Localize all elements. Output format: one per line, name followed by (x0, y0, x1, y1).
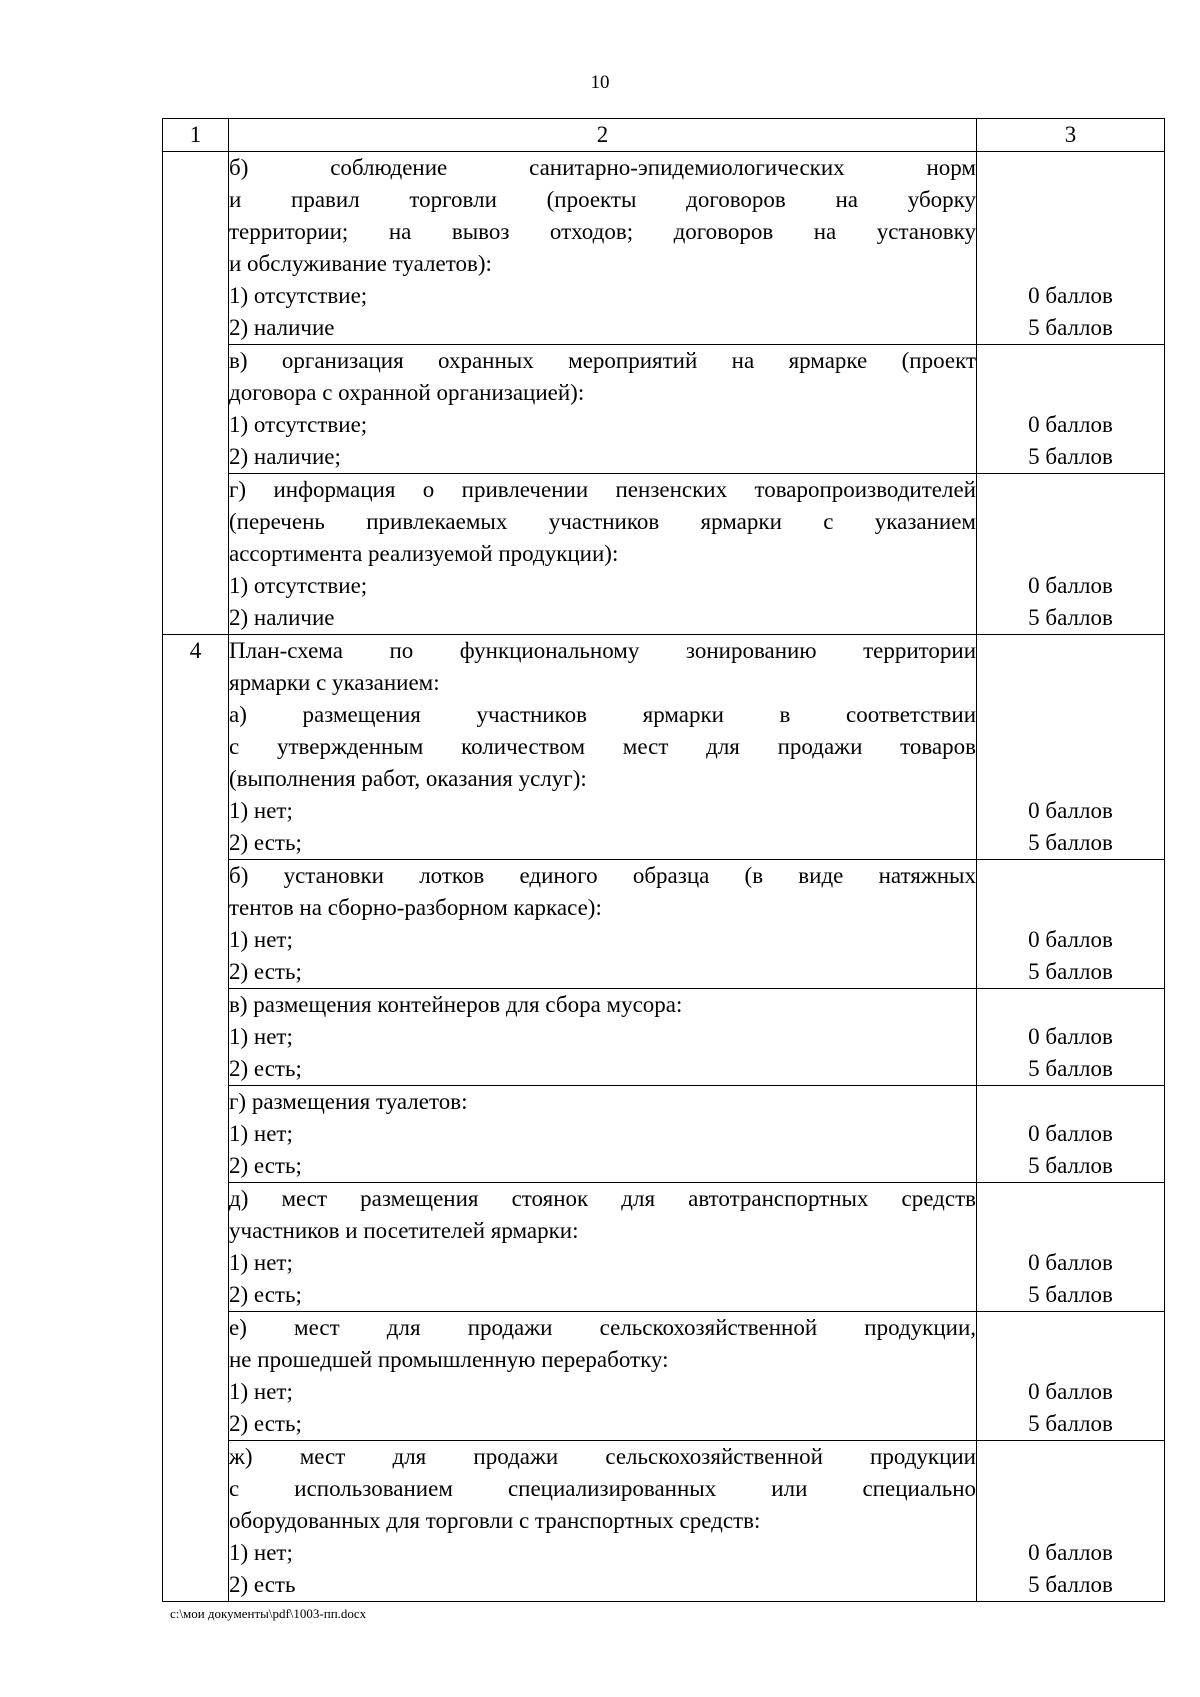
criterion-text-line: б) установки лотков единого образца (в виде натяжных (229, 863, 976, 888)
score-value: 0 баллов (1028, 1121, 1113, 1146)
criterion-text-line: в) организация охранных мероприятий на ярмарке (проект (229, 348, 976, 373)
score-value (977, 1183, 1164, 1215)
criterion-text-cell (229, 1183, 977, 1312)
criterion-text-line: а) размещения участников ярмарки в соответствии (229, 702, 976, 727)
score-cell (977, 1183, 1165, 1312)
score-value (977, 248, 1164, 280)
table-row (163, 1086, 1165, 1183)
score-value: 0 баллов (1028, 283, 1113, 308)
score-value (977, 1473, 1164, 1505)
score-value (977, 1215, 1164, 1247)
row-number-cell: 4 (163, 635, 229, 1602)
header-col-1: 1 (163, 119, 229, 152)
criterion-text-cell (229, 860, 977, 989)
score-cell (977, 1312, 1165, 1441)
criterion-text-line: 2) наличие; (229, 444, 341, 469)
score-value (977, 860, 1164, 892)
criterion-text-line: 1) нет; (229, 1540, 293, 1565)
criterion-text-line: и правил торговли (проекты договоров на уборку (229, 187, 976, 212)
header-col-3: 3 (977, 119, 1165, 152)
score-cell (977, 152, 1165, 345)
criterion-text-line: и обслуживание туалетов): (229, 251, 492, 276)
criterion-text-line: 2) есть; (229, 1056, 302, 1081)
criterion-text-cell (229, 345, 977, 474)
score-value: 5 баллов (1028, 1282, 1113, 1307)
criterion-text-line: ж) мест для продажи сельскохозяйственной продукции (229, 1444, 976, 1469)
criterion-text-line: тентов на сборно-разборном каркасе): (229, 895, 602, 920)
criterion-text-line: 2) наличие (229, 605, 335, 630)
score-value: 5 баллов (1028, 444, 1113, 469)
criterion-text-cell (229, 152, 977, 345)
page-number: 10 (590, 72, 610, 93)
score-value (977, 731, 1164, 763)
criterion-text-line: 1) нет; (229, 1024, 293, 1049)
score-value: 5 баллов (1028, 605, 1113, 630)
criterion-text-line: 2) есть (229, 1572, 296, 1597)
score-value: 5 баллов (1028, 1411, 1113, 1436)
score-value (977, 474, 1164, 506)
criterion-text-line: ассортимента реализуемой продукции): (229, 541, 619, 566)
criterion-text-line: 1) нет; (229, 1250, 293, 1275)
table-header-row (163, 119, 1165, 152)
criterion-text-cell (229, 1312, 977, 1441)
criteria-table (162, 118, 1165, 1602)
score-value: 0 баллов (1028, 927, 1113, 952)
table-row (163, 1183, 1165, 1312)
score-cell (977, 1441, 1165, 1602)
criterion-text-line: г) размещения туалетов: (229, 1089, 468, 1114)
table-row (163, 474, 1165, 635)
score-cell (977, 635, 1165, 860)
criterion-text-cell (229, 1441, 977, 1602)
score-value (977, 345, 1164, 377)
score-cell (977, 1086, 1165, 1183)
score-value: 5 баллов (1028, 959, 1113, 984)
score-value: 0 баллов (1028, 1250, 1113, 1275)
header-col-2: 2 (229, 119, 977, 152)
score-value: 0 баллов (1028, 1024, 1113, 1049)
row-number-cell (163, 152, 229, 635)
criterion-text-line: 2) есть; (229, 1153, 302, 1178)
score-value: 0 баллов (1028, 412, 1113, 437)
criterion-text-line: в) размещения контейнеров для сбора мусора: (229, 992, 683, 1017)
score-value: 0 баллов (1028, 573, 1113, 598)
score-value (977, 635, 1164, 667)
criterion-text-line: ярмарки с указанием: (229, 670, 440, 695)
criterion-text-line: План-схема по функциональному зонированию территории (229, 638, 976, 663)
criterion-text-line: не прошедшей промышленную переработку: (229, 1347, 669, 1372)
criterion-text-line: е) мест для продажи сельскохозяйственной продукции, (229, 1315, 976, 1340)
table-row (163, 345, 1165, 474)
score-value (977, 538, 1164, 570)
criterion-text-cell (229, 989, 977, 1086)
criterion-text-line: д) мест размещения стоянок для автотранспортных средств (229, 1186, 976, 1211)
score-value (977, 184, 1164, 216)
criterion-text-line: (перечень привлекаемых участников ярмарки с указанием (229, 509, 976, 534)
score-value (977, 1441, 1164, 1473)
criterion-text-line: 1) отсутствие; (229, 573, 368, 598)
score-value: 5 баллов (1028, 315, 1113, 340)
score-value (977, 1312, 1164, 1344)
table-body (163, 152, 1165, 1602)
score-value: 5 баллов (1028, 1572, 1113, 1597)
criterion-text-line: с использованием специализированных или специально (229, 1476, 976, 1501)
score-cell (977, 345, 1165, 474)
criterion-text-line: г) информация о привлечении пензенских товаропроизводителей (229, 477, 976, 502)
criterion-text-line: 2) есть; (229, 830, 302, 855)
criterion-text-line: договора с охранной организацией): (229, 380, 585, 405)
score-value (977, 377, 1164, 409)
criterion-text-line: 1) нет; (229, 927, 293, 952)
score-value (977, 667, 1164, 699)
criterion-text-line: б) соблюдение санитарно-эпидемиологических норм (229, 155, 976, 180)
criterion-text-line: оборудованных для торговли с транспортных средств: (229, 1508, 761, 1533)
score-cell (977, 989, 1165, 1086)
criterion-text-line: 1) отсутствие; (229, 283, 368, 308)
table-row (163, 635, 1165, 860)
score-value (977, 989, 1164, 1021)
table-row (163, 1441, 1165, 1602)
score-value (977, 1505, 1164, 1537)
criterion-text-line: 1) нет; (229, 1121, 293, 1146)
criterion-text-line: 2) наличие (229, 315, 335, 340)
criterion-text-cell (229, 474, 977, 635)
score-value (977, 892, 1164, 924)
criterion-text-line: 1) нет; (229, 1379, 293, 1404)
score-value: 5 баллов (1028, 1056, 1113, 1081)
score-value (977, 216, 1164, 248)
score-value (977, 763, 1164, 795)
criterion-text-line: с утвержденным количеством мест для продажи товаров (229, 734, 976, 759)
criterion-text-line: участников и посетителей ярмарки: (229, 1218, 579, 1243)
score-value: 0 баллов (1028, 1379, 1113, 1404)
score-value (977, 506, 1164, 538)
score-value: 0 баллов (1028, 798, 1113, 823)
table-row (163, 989, 1165, 1086)
score-value (977, 152, 1164, 184)
criterion-text-line: 1) нет; (229, 798, 293, 823)
score-value: 5 баллов (1028, 830, 1113, 855)
criterion-text-cell (229, 635, 977, 860)
criterion-text-cell (229, 1086, 977, 1183)
file-path-footer: c:\мои документы\pdf\1003-пп.docx (170, 1606, 367, 1621)
score-value (977, 1344, 1164, 1376)
score-cell (977, 860, 1165, 989)
criterion-text-line: территории; на вывоз отходов; договоров на установку (229, 219, 976, 244)
criterion-text-line: 2) есть; (229, 1282, 302, 1307)
criterion-text-line: 1) отсутствие; (229, 412, 368, 437)
criterion-text-line: (выполнения работ, оказания услуг): (229, 766, 587, 791)
score-value (977, 699, 1164, 731)
score-value: 5 баллов (1028, 1153, 1113, 1178)
criterion-text-line: 2) есть; (229, 1411, 302, 1436)
score-value (977, 1086, 1164, 1118)
criterion-text-line: 2) есть; (229, 959, 302, 984)
table-row (163, 152, 1165, 345)
table-row (163, 860, 1165, 989)
table-row (163, 1312, 1165, 1441)
score-cell (977, 474, 1165, 635)
score-value: 0 баллов (1028, 1540, 1113, 1565)
